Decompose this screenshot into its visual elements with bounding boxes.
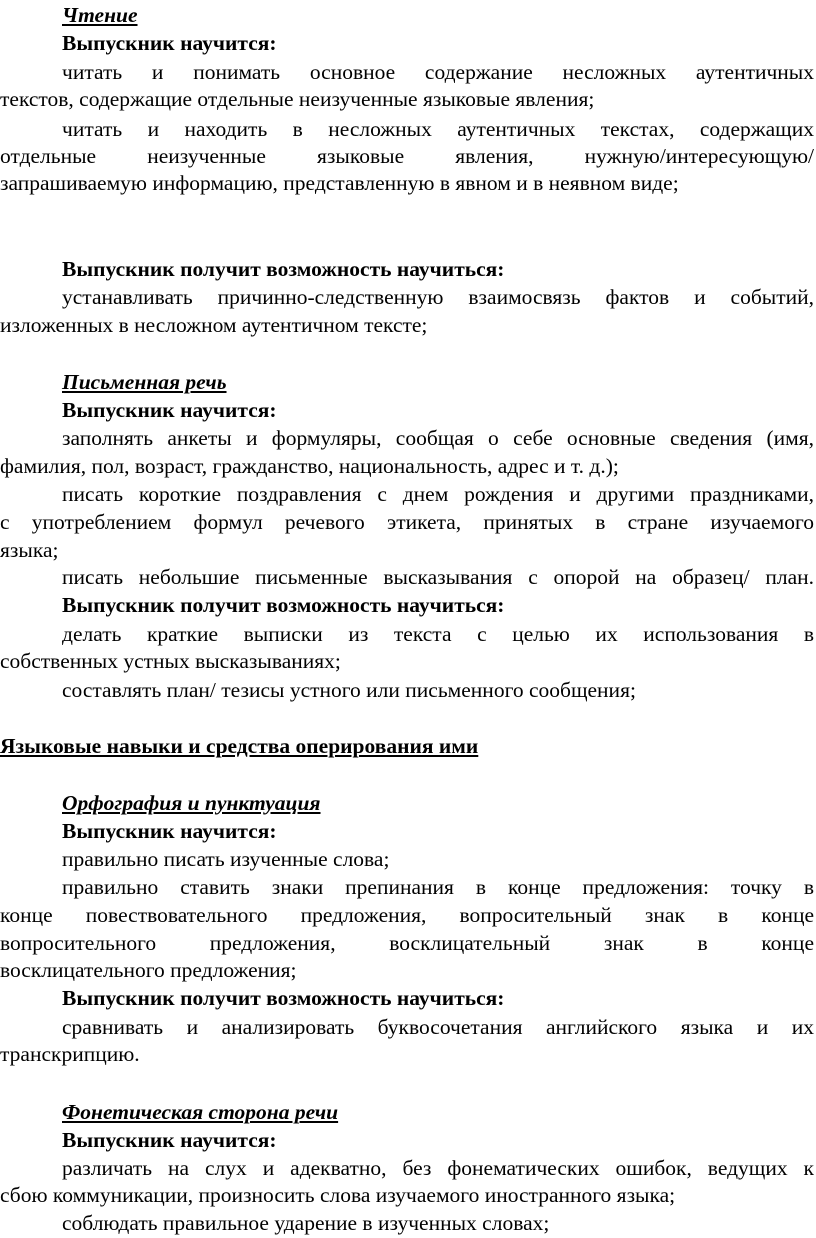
writing-item1-line1: заполнять анкеты и формуляры, сообщая о себе основные сведения (имя,: [62, 426, 814, 450]
writing-opp1-line1: делать краткие выписки из текста с целью их использования в: [62, 622, 814, 646]
writing-opportunity-label: Выпускник получит возможность научиться:: [62, 593, 505, 617]
reading-opportunity-label: Выпускник получит возможность научиться:: [62, 257, 505, 281]
reading-item2-line3: запрашиваемую информацию, представленную в явном и в неявном виде;: [0, 171, 679, 195]
orthography-learn-label: Выпускник научится:: [62, 819, 277, 843]
orthography-item2-line4: восклицательного предложения;: [0, 958, 297, 982]
orthography-item2-line2: конце повествовательного предложения, вопросительный знак в конце: [0, 903, 814, 927]
writing-learn-label: Выпускник научится:: [62, 398, 277, 422]
orthography-item1-line1: правильно писать изученные слова;: [62, 847, 390, 871]
phonetics-learn-label: Выпускник научится:: [62, 1128, 277, 1152]
writing-item3-line1: писать небольшие письменные высказывания с опорой на образец/ план.: [62, 565, 814, 589]
reading-learn-label: Выпускник научится:: [62, 31, 277, 55]
reading-opp1-line1: устанавливать причинно-следственную взаимосвязь фактов и событий,: [62, 285, 814, 309]
reading-item2-line1: читать и находить в несложных аутентичных текстах, содержащих: [62, 117, 814, 141]
orthography-item2-line1: правильно ставить знаки препинания в конце предложения: точку в: [62, 875, 814, 899]
phonetics-item2-line1: соблюдать правильное ударение в изученных словах;: [62, 1211, 550, 1235]
language-skills-heading: Языковые навыки и средства оперирования ими: [0, 734, 479, 758]
phonetics-heading: Фонетическая сторона речи: [62, 1100, 339, 1124]
reading-item1-line1: читать и понимать основное содержание несложных аутентичных: [62, 60, 814, 84]
phonetics-item1-line2: сбою коммуникации, произносить слова изучаемого иностранного языка;: [0, 1183, 676, 1207]
orthography-item2-line3: вопросительного предложения, восклицательный знак в конце: [0, 931, 814, 955]
writing-opp2-line1: составлять план/ тезисы устного или письменного сообщения;: [62, 678, 636, 702]
orthography-heading: Орфография и пунктуация: [62, 791, 321, 815]
writing-item2-line1: писать короткие поздравления с днем рождения и другими праздниками,: [62, 482, 814, 506]
writing-item2-line2: с употреблением формул речевого этикета, принятых в стране изучаемого: [0, 510, 814, 534]
orthography-opportunity-label: Выпускник получит возможность научиться:: [62, 986, 505, 1010]
reading-heading: Чтение: [62, 3, 138, 27]
writing-opp1-line2: собственных устных высказываниях;: [0, 649, 341, 673]
reading-item1-line2: текстов, содержащие отдельные неизученные языковые явления;: [0, 87, 595, 111]
writing-item2-line3: языка;: [0, 538, 59, 562]
orthography-opp1-line2: транскрипцию.: [0, 1042, 140, 1066]
reading-opp1-line2: изложенных в несложном аутентичном тексте;: [0, 313, 428, 337]
writing-item1-line2: фамилия, пол, возраст, гражданство, национальность, адрес и т. д.);: [0, 454, 619, 478]
orthography-opp1-line1: сравнивать и анализировать буквосочетания английского языка и их: [62, 1015, 814, 1039]
writing-heading: Письменная речь: [62, 370, 227, 394]
phonetics-item1-line1: различать на слух и адекватно, без фонематических ошибок, ведущих к: [62, 1156, 814, 1180]
reading-item2-line2: отдельные неизученные языковые явления, нужную/интересующую/: [0, 144, 814, 168]
